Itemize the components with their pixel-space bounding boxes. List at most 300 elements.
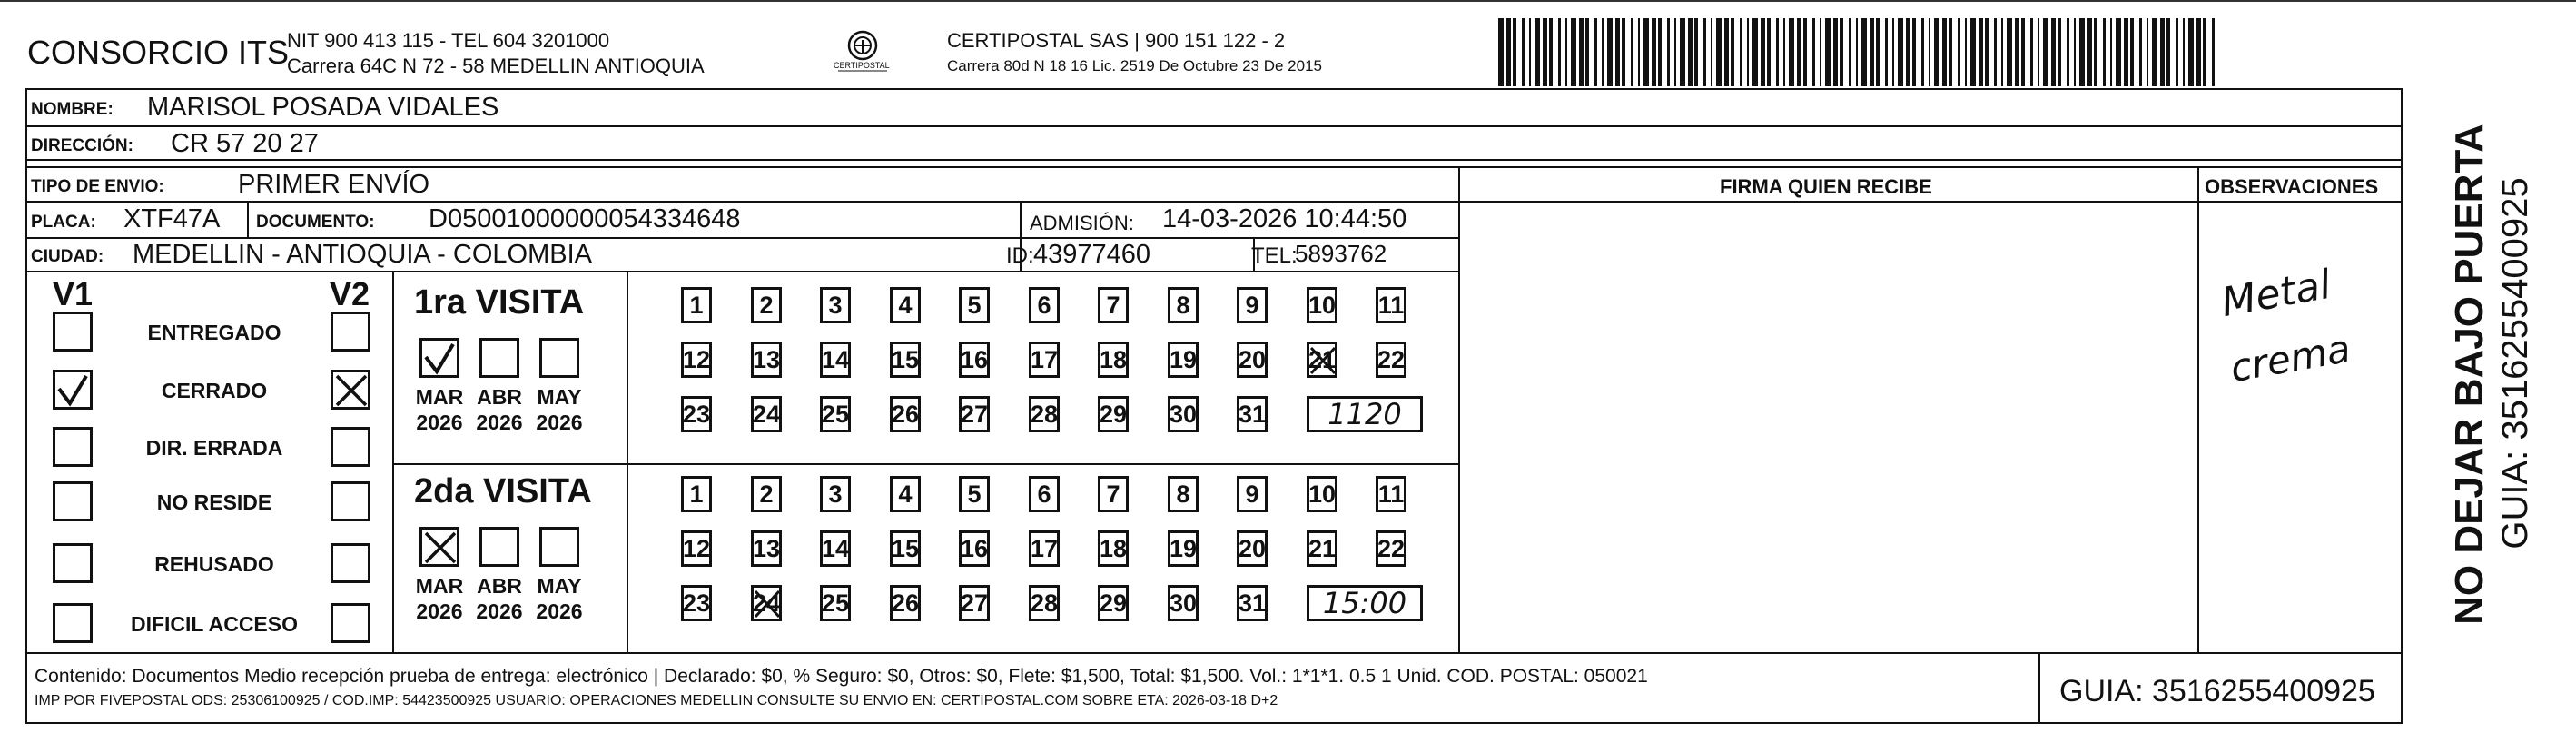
admision-value: 14-03-2026 10:44:50	[1162, 204, 1407, 233]
barcode-bar	[1667, 18, 1670, 86]
day-number: 29	[1099, 589, 1128, 617]
day-box[interactable]	[1098, 342, 1129, 378]
month-checkbox[interactable]	[539, 527, 579, 567]
day-number: 14	[821, 345, 850, 373]
day-number: 20	[1238, 534, 1267, 562]
barcode-bar	[1934, 18, 1939, 86]
day-number: 6	[1037, 291, 1051, 319]
documento-value: D05001000000054334648	[429, 204, 741, 233]
day-box[interactable]	[959, 585, 990, 621]
day-number: 8	[1176, 480, 1190, 508]
barcode-bar	[1833, 18, 1838, 86]
day-number: 10	[1308, 291, 1337, 319]
day-box[interactable]	[1237, 396, 1268, 432]
status-v2-checkbox[interactable]	[331, 427, 370, 467]
nombre-value: MARISOL POSADA VIDALES	[147, 93, 499, 122]
barcode-bar	[1513, 18, 1516, 86]
barcode-bar	[1638, 18, 1640, 86]
barcode-bar	[1929, 18, 1930, 86]
day-number: 23	[682, 589, 711, 617]
barcode-bar	[1994, 18, 1997, 86]
barcode-bar	[1885, 18, 1888, 86]
day-number: 24	[752, 400, 781, 428]
day-number: 15	[891, 534, 920, 562]
side-no-dejar: NO DEJAR BAJO PUERTA	[2447, 124, 2492, 625]
day-box[interactable]	[1168, 476, 1199, 512]
day-number: 24	[752, 589, 781, 617]
barcode-bar	[1571, 18, 1576, 86]
day-box[interactable]	[820, 287, 851, 323]
day-box[interactable]	[959, 476, 990, 512]
barcode-bar	[1522, 18, 1525, 86]
visit-time: 15:00	[1322, 586, 1407, 620]
day-box[interactable]	[681, 476, 712, 512]
visit-time: 1120	[1327, 397, 1402, 431]
status-v2-checkbox[interactable]	[331, 370, 370, 410]
barcode-bar	[2001, 18, 2003, 86]
barcode-bar	[1543, 18, 1547, 86]
barcode-bar	[1658, 18, 1662, 86]
day-number: 7	[1106, 480, 1120, 508]
visit-time-box[interactable]	[1307, 585, 1423, 621]
month-year: 2026	[416, 411, 463, 434]
barcode-bar	[1803, 18, 1807, 86]
day-number: 15	[891, 345, 920, 373]
month-year: 2026	[476, 599, 523, 623]
barcode-bar	[1876, 18, 1880, 86]
day-box[interactable]	[681, 585, 712, 621]
barcode-bar	[1942, 18, 1947, 86]
ciudad-label: CIUDAD:	[31, 247, 104, 266]
day-box[interactable]	[1029, 585, 1060, 621]
barcode-bar	[1703, 18, 1706, 86]
day-number: 21	[1308, 345, 1337, 373]
day-box[interactable]	[1307, 342, 1337, 378]
day-number: 12	[682, 345, 711, 373]
day-number: 9	[1245, 480, 1259, 508]
day-number: 28	[1030, 400, 1059, 428]
day-mark	[754, 588, 779, 619]
day-box[interactable]	[751, 342, 782, 378]
direccion-value: CR 57 20 27	[171, 129, 319, 158]
v2-label: V2	[330, 275, 370, 312]
day-number: 26	[891, 589, 920, 617]
documento-label: DOCUMENTO:	[256, 213, 375, 232]
status-v1-checkbox[interactable]	[53, 543, 93, 583]
barcode-bar	[2079, 18, 2085, 86]
barcode-bar	[2124, 18, 2128, 86]
day-number: 3	[828, 480, 843, 508]
month-checkbox[interactable]	[479, 527, 519, 567]
day-box[interactable]	[751, 530, 782, 567]
month-checkbox[interactable]	[419, 338, 459, 378]
barcode-bar	[1607, 18, 1613, 86]
barcode-bar	[2007, 18, 2012, 86]
day-number: 1	[689, 480, 704, 508]
tel-value: 5893762	[1295, 240, 1387, 267]
day-number: 13	[752, 534, 781, 562]
top-edge-line	[0, 0, 2576, 2]
day-box[interactable]	[820, 530, 851, 567]
day-box[interactable]	[1029, 287, 1060, 323]
barcode	[1498, 18, 2225, 86]
barcode-bar	[1694, 18, 1698, 86]
day-box[interactable]	[681, 287, 712, 323]
day-number: 22	[1377, 534, 1406, 562]
barcode-bar	[1579, 18, 1584, 86]
day-box[interactable]	[1168, 287, 1199, 323]
day-box[interactable]	[751, 585, 782, 621]
barcode-bar	[2160, 18, 2165, 86]
admision-label: ADMISIÓN:	[1030, 212, 1134, 234]
observaciones-handwritten-2: crema	[2226, 325, 2354, 391]
barcode-bar	[1602, 18, 1604, 86]
day-box[interactable]	[751, 476, 782, 512]
barcode-bar	[1594, 18, 1597, 86]
day-box[interactable]	[1168, 396, 1199, 432]
barcode-bar	[2030, 18, 2033, 86]
barcode-bar	[1716, 18, 1722, 86]
day-number: 3	[828, 291, 843, 319]
barcode-bar	[1535, 18, 1540, 86]
day-box[interactable]	[1168, 342, 1199, 378]
day-number: 16	[960, 534, 989, 562]
barcode-bar	[1820, 18, 1821, 86]
company-info-line2: Carrera 64C N 72 - 58 MEDELLIN ANTIOQUIA	[287, 54, 705, 77]
day-number: 4	[898, 480, 913, 508]
courier-info-line2: Carrera 80d N 18 16 Lic. 2519 De Octubre 23 De 2015	[947, 57, 1322, 74]
barcode-bar	[1740, 18, 1742, 86]
day-number: 22	[1377, 345, 1406, 373]
month-checkbox[interactable]	[419, 527, 459, 567]
barcode-bar	[1789, 18, 1794, 86]
day-number: 31	[1238, 400, 1267, 428]
barcode-bar	[1767, 18, 1771, 86]
day-box[interactable]	[890, 476, 921, 512]
barcode-bar	[1856, 18, 1858, 86]
day-number: 18	[1099, 534, 1128, 562]
barcode-bar	[1761, 18, 1765, 86]
status-v2-checkbox[interactable]	[331, 312, 370, 352]
barcode-bar	[2103, 18, 2106, 86]
barcode-bar	[1912, 18, 1916, 86]
day-box[interactable]	[1307, 530, 1337, 567]
barcode-bar	[1921, 18, 1924, 86]
month-year: 2026	[536, 599, 583, 623]
barcode-bar	[2094, 18, 2097, 86]
day-box[interactable]	[820, 585, 851, 621]
day-box[interactable]	[890, 396, 921, 432]
barcode-bar	[1506, 18, 1511, 86]
day-number: 29	[1099, 400, 1128, 428]
barcode-bar	[1615, 18, 1620, 86]
barcode-bar	[1812, 18, 1815, 86]
day-number: 2	[759, 480, 774, 508]
day-box[interactable]	[959, 396, 990, 432]
barcode-bar	[1906, 18, 1910, 86]
day-box[interactable]	[890, 342, 921, 378]
ciudad-value: MEDELLIN - ANTIOQUIA - COLOMBIA	[133, 240, 592, 269]
day-number: 17	[1030, 534, 1059, 562]
company-name: CONSORCIO ITS	[27, 34, 290, 71]
status-v2-checkbox[interactable]	[331, 603, 370, 643]
barcode-bar	[1711, 18, 1712, 86]
barcode-bar	[1631, 18, 1633, 86]
barcode-bar	[2203, 18, 2206, 86]
day-number: 26	[891, 400, 920, 428]
placa-label: PLACA:	[31, 213, 96, 232]
nombre-label: NOMBRE:	[31, 100, 114, 119]
month-checkbox[interactable]	[539, 338, 579, 378]
day-number: 1	[689, 291, 704, 319]
visit1-title: 1ra VISITA	[414, 283, 585, 322]
barcode-bar	[1783, 18, 1785, 86]
visit-time-box[interactable]	[1307, 396, 1423, 432]
day-box[interactable]	[959, 530, 990, 567]
day-box[interactable]	[1237, 342, 1268, 378]
day-number: 9	[1245, 291, 1259, 319]
day-number: 10	[1308, 480, 1337, 508]
certipostal-logo	[831, 27, 894, 77]
status-label: NO RESIDE	[156, 490, 272, 514]
barcode-bar	[1680, 18, 1685, 86]
barcode-bar	[2110, 18, 2112, 86]
day-box[interactable]	[1098, 287, 1129, 323]
day-number: 20	[1238, 345, 1267, 373]
day-number: 30	[1169, 400, 1198, 428]
day-box[interactable]	[959, 342, 990, 378]
status-label: DIR. ERRADA	[145, 436, 283, 460]
barcode-bar	[1724, 18, 1729, 86]
month-label: MAR	[415, 385, 464, 409]
barcode-bar	[1949, 18, 1952, 86]
status-v1-checkbox[interactable]	[53, 427, 93, 467]
status-label: REHUSADO	[154, 552, 274, 576]
month-label: ABR	[477, 574, 522, 598]
day-box[interactable]	[681, 396, 712, 432]
barcode-bar	[1970, 18, 1976, 86]
day-number: 21	[1308, 534, 1337, 562]
day-box[interactable]	[890, 585, 921, 621]
direccion-label: DIRECCIÓN:	[31, 136, 133, 155]
barcode-bar	[1840, 18, 1843, 86]
day-box[interactable]	[1029, 342, 1060, 378]
day-box[interactable]	[751, 396, 782, 432]
observaciones-handwritten-1: Metal	[2217, 261, 2334, 327]
day-number: 6	[1037, 480, 1051, 508]
day-box[interactable]	[1237, 530, 1268, 567]
barcode-bar	[1776, 18, 1779, 86]
day-box[interactable]	[820, 476, 851, 512]
day-box[interactable]	[1098, 530, 1129, 567]
day-box[interactable]	[1376, 342, 1406, 378]
day-box[interactable]	[1029, 396, 1060, 432]
barcode-bar	[1861, 18, 1867, 86]
day-number: 31	[1238, 589, 1267, 617]
month-year: 2026	[416, 599, 463, 623]
month-year: 2026	[536, 411, 583, 434]
status-label: DIFICIL ACCESO	[130, 612, 298, 636]
footer-content-line: Contenido: Documentos Medio recepción prueba de entrega: electrónico | Declarado: $0, % Seguro: $0, Otros: $0, Flete: $1,500, Total: $1,500. Vol.: 1*1*1. 0.5 1 Unid. COD. POSTAL: 050021	[35, 666, 1648, 687]
month-label: MAY	[537, 385, 582, 409]
v1-label: V1	[53, 275, 94, 312]
barcode-bar	[1622, 18, 1625, 86]
day-box[interactable]	[681, 530, 712, 567]
day-box[interactable]	[1307, 287, 1337, 323]
status-v2-checkbox[interactable]	[331, 481, 370, 521]
status-v1-checkbox[interactable]	[53, 312, 93, 352]
day-number: 27	[960, 589, 989, 617]
day-box[interactable]	[1098, 396, 1129, 432]
day-number: 17	[1030, 345, 1059, 373]
day-box[interactable]	[1098, 585, 1129, 621]
barcode-bar	[1965, 18, 1967, 86]
day-number: 30	[1169, 589, 1198, 617]
status-label: CERRADO	[161, 379, 268, 402]
status-v2-checkbox[interactable]	[331, 543, 370, 583]
barcode-bar	[1688, 18, 1693, 86]
barcode-bar	[2188, 18, 2194, 86]
day-box[interactable]	[1237, 585, 1268, 621]
barcode-bar	[2147, 18, 2148, 86]
barcode-bar	[1652, 18, 1656, 86]
barcode-bar	[2051, 18, 2056, 86]
observaciones-label: OBSERVACIONES	[2205, 175, 2379, 198]
barcode-bar	[1849, 18, 1851, 86]
tel-label: TEL:	[1251, 243, 1298, 268]
day-number: 11	[1377, 291, 1405, 319]
barcode-bar	[1797, 18, 1801, 86]
barcode-bar	[1979, 18, 1983, 86]
id-label: ID:	[1006, 243, 1034, 268]
footer-imp-line: IMP POR FIVEPOSTAL ODS: 25306100925 / COD.IMP: 54423500925 USUARIO: OPERACIONES MEDELLIN CONSULTE SU ENVIO EN: CERTIPOSTAL.COM SOBRE ETA: 2026-03-18 D+2	[35, 693, 1278, 708]
id-value: 43977460	[1033, 240, 1151, 269]
barcode-bar	[2130, 18, 2134, 86]
day-box[interactable]	[681, 342, 712, 378]
barcode-bar	[1898, 18, 1903, 86]
day-number: 2	[759, 291, 774, 319]
day-number: 19	[1169, 345, 1198, 373]
day-box[interactable]	[1376, 287, 1406, 323]
barcode-bar	[2176, 18, 2178, 86]
barcode-bar	[1752, 18, 1758, 86]
barcode-bar	[2196, 18, 2201, 86]
barcode-bar	[2116, 18, 2121, 86]
day-number: 4	[898, 291, 913, 319]
barcode-bar	[2152, 18, 2157, 86]
day-number: 25	[821, 589, 850, 617]
day-number: 11	[1377, 480, 1405, 508]
barcode-bar	[1731, 18, 1734, 86]
barcode-bar	[2058, 18, 2061, 86]
barcode-bar	[2212, 18, 2215, 86]
day-box[interactable]	[1237, 476, 1268, 512]
day-box[interactable]	[1376, 476, 1406, 512]
barcode-bar	[1870, 18, 1874, 86]
footer-guia: GUIA: 3516255400925	[2059, 674, 2375, 708]
logo-text: CERTIPOSTAL	[834, 61, 890, 70]
day-number: 19	[1169, 534, 1198, 562]
barcode-bar	[1892, 18, 1894, 86]
placa-value: XTF47A	[123, 204, 221, 233]
day-number: 23	[682, 400, 711, 428]
month-year: 2026	[476, 411, 523, 434]
barcode-bar	[2038, 18, 2039, 86]
day-number: 25	[821, 400, 850, 428]
courier-info-line1: CERTIPOSTAL SAS | 900 151 122 - 2	[947, 29, 1286, 52]
day-number: 7	[1106, 291, 1120, 319]
visit2-title: 2da VISITA	[414, 472, 592, 510]
barcode-bar	[1498, 18, 1504, 86]
day-box[interactable]	[1237, 287, 1268, 323]
day-box[interactable]	[1168, 585, 1199, 621]
barcode-bar	[1985, 18, 1989, 86]
tipo-envio-label: TIPO DE ENVIO:	[31, 177, 164, 196]
month-checkbox[interactable]	[479, 338, 519, 378]
day-box[interactable]	[1376, 530, 1406, 567]
day-number: 12	[682, 534, 711, 562]
day-box[interactable]	[820, 396, 851, 432]
month-label: MAY	[537, 574, 582, 598]
barcode-bar	[2043, 18, 2048, 86]
day-number: 28	[1030, 589, 1059, 617]
firma-label: FIRMA QUIEN RECIBE	[1720, 175, 1932, 198]
day-number: 5	[967, 480, 982, 508]
day-box[interactable]	[1098, 476, 1129, 512]
day-box[interactable]	[959, 287, 990, 323]
day-box[interactable]	[1307, 476, 1337, 512]
day-box[interactable]	[820, 342, 851, 378]
barcode-bar	[1747, 18, 1749, 86]
barcode-bar	[1565, 18, 1567, 86]
barcode-bar	[1825, 18, 1831, 86]
status-label: ENTREGADO	[147, 321, 281, 344]
day-mark	[1309, 344, 1335, 375]
barcode-bar	[2087, 18, 2092, 86]
day-box[interactable]	[890, 287, 921, 323]
day-box[interactable]	[1029, 476, 1060, 512]
company-info-line1: NIT 900 413 115 - TEL 604 3201000	[287, 29, 610, 52]
barcode-bar	[1674, 18, 1676, 86]
day-number: 18	[1099, 345, 1128, 373]
barcode-bar	[1958, 18, 1960, 86]
month-label: ABR	[477, 385, 522, 409]
status-v1-checkbox[interactable]	[53, 370, 93, 410]
barcode-bar	[1558, 18, 1561, 86]
side-vertical-text	[2406, 118, 2570, 636]
barcode-bar	[1529, 18, 1531, 86]
day-number: 13	[752, 345, 781, 373]
barcode-bar	[2021, 18, 2025, 86]
day-box[interactable]	[751, 287, 782, 323]
day-number: 8	[1176, 291, 1190, 319]
day-number: 14	[821, 534, 850, 562]
day-box[interactable]	[1168, 530, 1199, 567]
month-label: MAR	[415, 574, 464, 598]
day-box[interactable]	[890, 530, 921, 567]
barcode-bar	[2166, 18, 2170, 86]
barcode-bar	[1643, 18, 1649, 86]
day-number: 27	[960, 400, 989, 428]
barcode-bar	[2183, 18, 2185, 86]
status-v1-checkbox[interactable]	[53, 603, 93, 643]
barcode-bar	[1549, 18, 1553, 86]
barcode-bar	[1585, 18, 1589, 86]
tipo-envio-value: PRIMER ENVÍO	[238, 170, 430, 199]
day-box[interactable]	[1029, 530, 1060, 567]
status-v1-checkbox[interactable]	[53, 481, 93, 521]
day-number: 16	[960, 345, 989, 373]
